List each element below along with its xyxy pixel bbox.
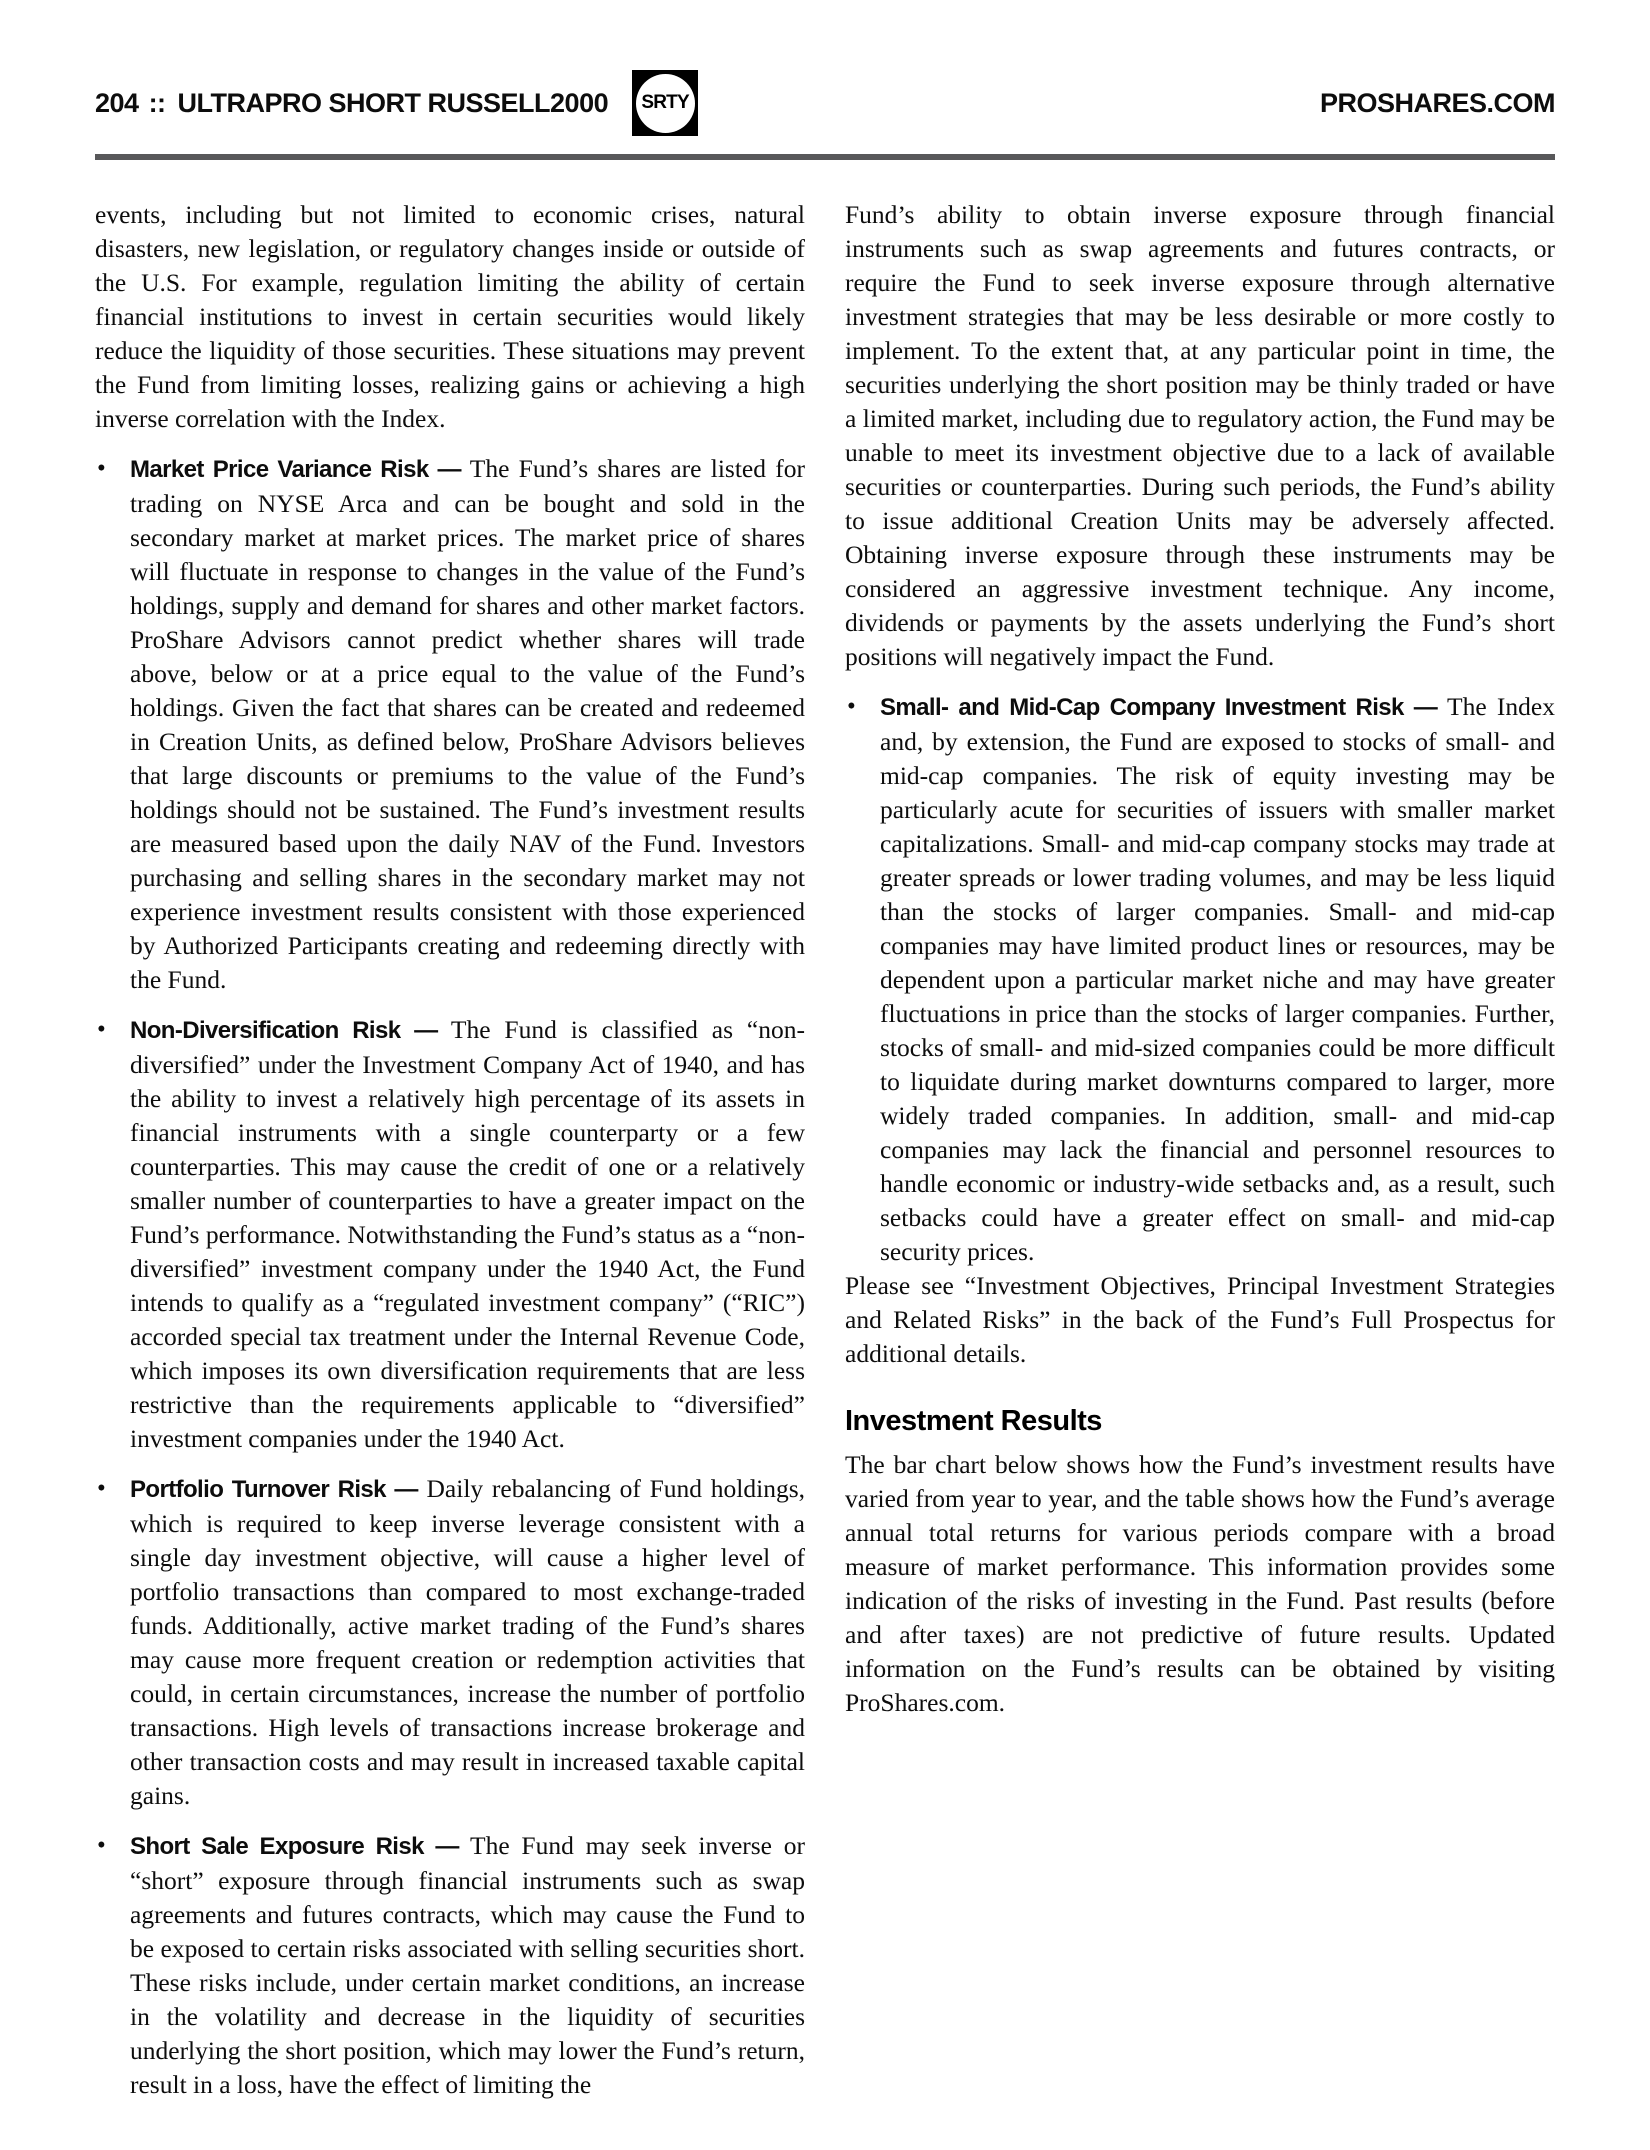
bullet-icon: • xyxy=(847,693,856,720)
investment-results-heading: Investment Results xyxy=(845,1405,1102,1437)
risk-title: Portfolio Turnover Risk — xyxy=(130,1476,418,1503)
page-number: 204 xyxy=(95,87,139,118)
header-left xyxy=(95,88,608,119)
ticker-label: SRTY xyxy=(641,92,689,113)
header-rule xyxy=(95,154,1555,160)
risk-title: Small- and Mid-Cap Company Investment Risk — xyxy=(880,694,1438,721)
bullet-icon: • xyxy=(97,1016,106,1043)
risk-title: Market Price Variance Risk — xyxy=(130,456,461,483)
bullet-icon: • xyxy=(97,455,106,482)
ticker-badge xyxy=(632,70,698,136)
risk-body: The Fund’s shares are listed for trading on NYSE Arca and can be bought and sold in the secondary market at market prices. The market price of shares will fluctuate in response to changes in the value of the Fund’s holdings, supply and demand for shares and other market factors. ProShare Advisors cannot predict whether shares will trade above, below or at a price equal to the value of the Fund’s holdings. Given the fact that shares can be created and redeemed in Creation Units, as defined below, ProShare Advisors believes that large discounts or premiums to the value of the Fund’s holdings should not be sustained. The Fund’s investment results are measured based upon the daily NAV of the Fund. Investors purchasing and selling shares in the secondary market may not experience investment results consistent with those experienced by Authorized Participants creating and redeeming directly with the Fund. xyxy=(130,454,806,994)
two-column-body xyxy=(95,198,1555,2102)
investment-results-paragraph: The bar chart below shows how the Fund’s investment results have varied from year to year, and the table shows how the Fund’s average annual total returns for various periods compare with a broad measure of market performance. This information provides some indication of the risks of investing in the Fund. Past results (before and after taxes) are not predictive of future results. Updated information on the Fund’s results can be obtained by visiting ProShares.com. xyxy=(845,1450,1555,1717)
risk-bullet-portfolio-turnover xyxy=(95,1472,805,1813)
risk-bullet-text xyxy=(130,1829,805,2102)
risk-bullet-small-mid-cap xyxy=(845,690,1555,1269)
intro-continuation-paragraph: events, including but not limited to economic crises, natural disasters, new legislation, or regulatory changes inside or outside of the U.S. For example, regulation limiting the ability of certain financial institutions to invest in certain securities would likely reduce the liquidity of those securities. These situations may prevent the Fund from limiting losses, realizing gains or achieving a high inverse correlation with the Index. xyxy=(95,200,805,433)
ticker-badge-circle xyxy=(636,74,695,133)
left-column xyxy=(95,198,805,2102)
risk-bullet-text xyxy=(130,1472,805,1813)
header-separator: :: xyxy=(148,87,166,118)
risk-title: Short Sale Exposure Risk — xyxy=(130,1833,459,1860)
risk-title: Non-Diversification Risk — xyxy=(130,1017,438,1044)
risk-bullet-market-price-variance xyxy=(95,452,805,997)
page-header xyxy=(95,68,1555,138)
risk-body: The Fund is classified as “non-diversified” under the Investment Company Act of 1940, and has the ability to invest a relatively high percentage of its assets in financial instruments with a single counterparty or a few counterparties. This may cause the credit of one or a relatively smaller number of counterparties to have a greater impact on the Fund’s performance. Notwithstanding the Fund’s status as a “non-diversified” investment company under the 1940 Act, the Fund intends to qualify as a “regulated investment company” (“RIC”) accorded special tax treatment under the Internal Revenue Code, which imposes its own diversification requirements that are less restrictive than the requirements applicable to “diversified” investment companies under the 1940 Act. xyxy=(130,1015,805,1453)
risk-bullet-text xyxy=(880,690,1555,1269)
risk-bullet-non-diversification xyxy=(95,1013,805,1456)
risk-bullet-text xyxy=(130,452,805,997)
fund-title: ULTRAPRO SHORT RUSSELL2000 xyxy=(177,87,609,118)
right-column xyxy=(845,198,1555,2102)
bullet-icon: • xyxy=(97,1832,106,1859)
website-label: PROSHARES.COM xyxy=(1319,87,1555,118)
risk-body: Daily rebalancing of Fund holdings, which is required to keep inverse leverage consistent with a single day investment objective, will cause a higher level of portfolio transactions than compared to most exchange-traded funds. Additionally, active market trading of the Fund’s shares may cause more frequent creation or redemption activities that could, in certain circumstances, increase the number of portfolio transactions. High levels of transactions increase brokerage and other transaction costs and may result in increased taxable capital gains. xyxy=(130,1474,806,1810)
risk-bullet-text xyxy=(130,1013,805,1456)
bullet-icon: • xyxy=(97,1475,106,1502)
risk-bullet-short-sale-exposure xyxy=(95,1829,805,2102)
short-sale-continuation-paragraph: Fund’s ability to obtain inverse exposure through financial instruments such as swap agreements and futures contracts, or require the Fund to seek inverse exposure through alternative investment strategies that may be less desirable or more costly to implement. To the extent that, at any particular point in time, the securities underlying the short position may be thinly traded or have a limited market, including due to regulatory action, the Fund may be unable to meet its investment objective due to a lack of available securities or counterparties. During such periods, the Fund’s ability to issue additional Creation Units may be adversely affected. Obtaining inverse exposure through these instruments may be considered an aggressive investment technique. Any income, dividends or payments by the assets underlying the Fund’s short positions will negatively impact the Fund. xyxy=(845,200,1555,671)
risk-body: The Fund may seek inverse or “short” exposure through financial instruments such as swap agreements and futures contracts, which may cause the Fund to be exposed to certain risks associated with selling securities short. These risks include, under certain market conditions, an increase in the volatility and decrease in the liquidity of securities underlying the short position, which may lower the Fund’s return, result in a loss, have the effect of limiting the xyxy=(130,1831,806,2099)
risk-body: The Index and, by extension, the Fund are exposed to stocks of small- and mid-cap companies. The risk of equity investing may be particularly acute for securities of issuers with smaller market capitalizations. Small- and mid-cap company stocks may trade at greater spreads or lower trading volumes, and may be less liquid than the stocks of larger companies. Small- and mid-cap companies may have limited product lines or resources, may be dependent upon a particular market niche and may have greater fluctuations in price than the stocks of larger companies. Further, stocks of small- and mid-sized companies could be more difficult to liquidate during market downturns compared to larger, more widely traded companies. In addition, small- and mid-cap companies may lack the financial and personnel resources to handle economic or industry-wide setbacks and, as a result, such setbacks could have a greater effect on small- and mid-cap security prices. xyxy=(880,692,1555,1266)
closing-paragraph: Please see “Investment Objectives, Principal Investment Strategies and Related Risks” in the back of the Fund’s Full Prospectus for additional details. xyxy=(845,1271,1555,1368)
